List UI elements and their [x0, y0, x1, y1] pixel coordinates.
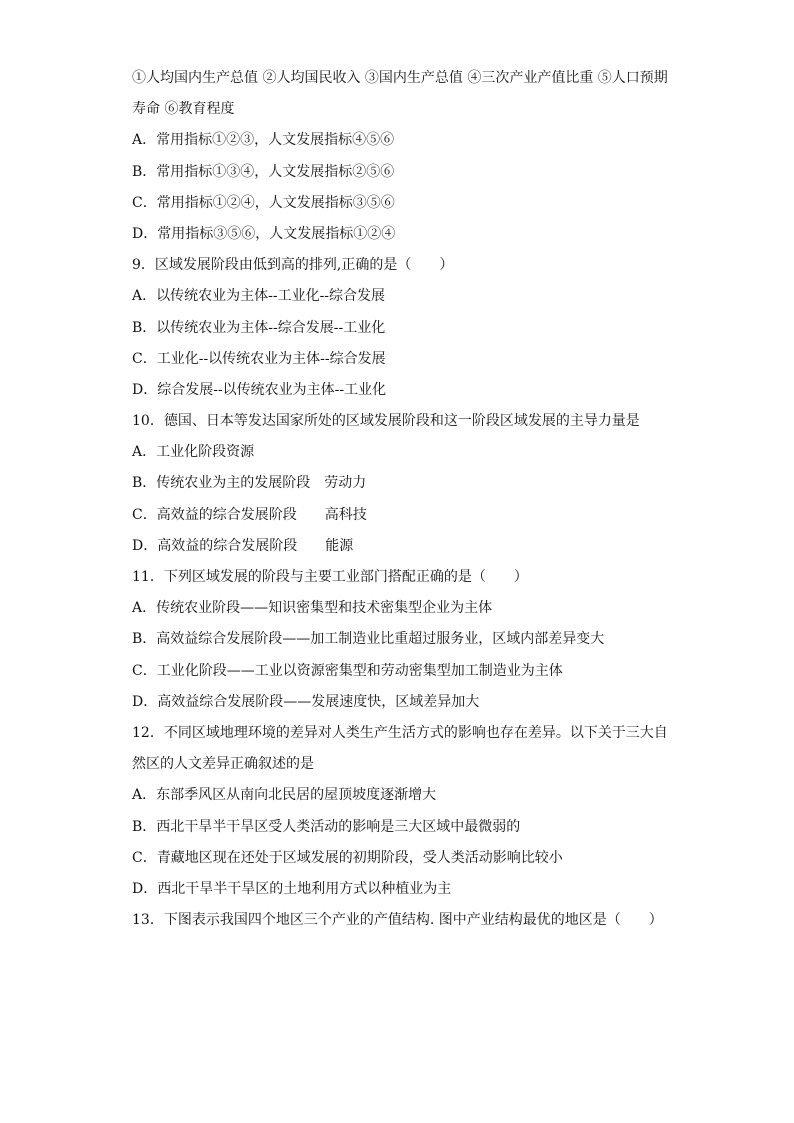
option-a: A．常用指标①②③，人文发展指标④⑤⑥	[132, 132, 395, 149]
option-b: B．西北干旱半干旱区受人类活动的影响是三大区域中最微弱的	[132, 818, 521, 835]
question-10: 10．德国、日本等发达国家所处的区域发展阶段和这一阶段区域发展的主导力量是	[132, 413, 640, 430]
option-a: A．传统农业阶段——知识密集型和技术密集型企业为主体	[132, 600, 493, 617]
option-d: D．高效益的综合发展阶段 能源	[132, 537, 354, 554]
question-11: 11．下列区域发展的阶段与主要工业部门搭配正确的是（ ）	[132, 569, 528, 585]
question-12: 12．不同区域地理环境的差异对人类生产生活方式的影响也存在差异。以下关于三大自	[132, 724, 668, 741]
option-a: A．工业化阶段资源	[132, 444, 255, 461]
option-d: D．常用指标③⑤⑥，人文发展指标①②④	[132, 225, 396, 242]
option-b: B．高效益综合发展阶段——加工制造业比重超过服务业，区域内部差异变大	[132, 631, 605, 648]
question-9: 9．区域发展阶段由低到高的排列,正确的是（ ）	[132, 257, 454, 274]
option-a: A．以传统农业为主体--工业化--综合发展	[132, 288, 386, 305]
option-c: C．工业化--以传统农业为主体--综合发展	[132, 350, 386, 367]
option-c: C．高效益的综合发展阶段 高科技	[132, 506, 367, 523]
option-d: D．西北干旱半干旱区的土地利用方式以种植业为主	[132, 880, 452, 897]
text-line: 寿命 ⑥教育程度	[132, 101, 235, 118]
option-d: D．高效益综合发展阶段——发展速度快，区域差异加大	[132, 693, 480, 710]
option-d: D．综合发展--以传统农业为主体--工业化	[132, 381, 387, 398]
option-b: B．传统农业为主的发展阶段 劳动力	[132, 475, 367, 492]
question-13: 13．下图表示我国四个地区三个产业的产值结构. 图中产业结构最优的地区是（ ）	[132, 912, 663, 929]
question-text-block	[132, 63, 672, 936]
option-c: C．工业化阶段——工业以资源密集型和劳动密集型加工制造业为主体	[132, 662, 563, 679]
option-a: A．东部季风区从南向北民居的屋顶坡度逐渐增大	[132, 787, 437, 804]
option-b: B．常用指标①③④，人文发展指标②⑤⑥	[132, 163, 395, 180]
option-c: C．青藏地区现在还处于区域发展的初期阶段，受人类活动影响比较小	[132, 849, 563, 866]
option-b: B．以传统农业为主体--综合发展--工业化	[132, 319, 386, 336]
text-line: 然区的人文差异正确叙述的是	[132, 756, 314, 773]
text-line: ①人均国内生产总值 ②人均国民收入 ③国内生产总值 ④三次产业产值比重 ⑤人口预期	[132, 70, 668, 86]
option-c: C．常用指标①②④，人文发展指标③⑤⑥	[132, 194, 395, 211]
